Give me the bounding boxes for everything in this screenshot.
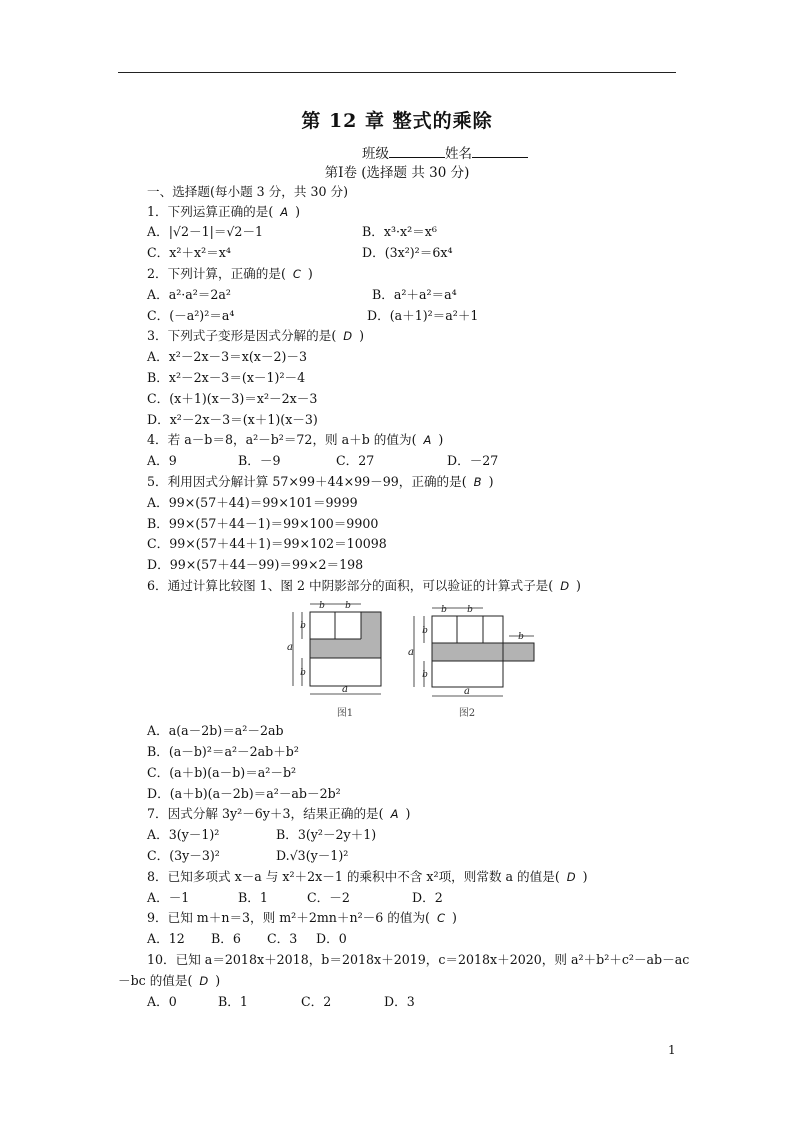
q6-stem: 6．通过计算比较图 1、图 2 中阴影部分的面积，可以验证的计算式子是( [147, 578, 554, 593]
q10-option-c: C．2 [301, 994, 332, 1009]
q9-close: ) [451, 910, 457, 925]
q10-option-b: B．1 [218, 994, 248, 1009]
q8-option-a: A．－1 [147, 890, 190, 905]
q6-option-b: B．(a－b)²＝a²－2ab＋b² [147, 744, 299, 759]
fig2-label-a-left: a [408, 647, 414, 658]
fig2-label-b-left1: b [422, 626, 428, 636]
q9-answer: C [436, 911, 445, 925]
q5-option-c: C．99×(57＋44＋1)＝99×102＝10098 [147, 536, 387, 551]
q8-answer: D [566, 870, 576, 884]
fig2-label-b-top2: b [467, 605, 473, 615]
q4-close: ) [438, 432, 444, 447]
fig1-label-b-top2: b [345, 601, 351, 611]
question-10: 10．已知 a＝2018x＋2018，b＝2018x＋2019，c＝2018x＋2020，则 a²＋b²＋c²－ab－ac [147, 952, 690, 967]
q3-stem: 3．下列式子变形是因式分解的是( [147, 328, 337, 343]
question-1 [147, 204, 300, 220]
q8-option-d: D．2 [412, 890, 443, 905]
fig1-caption: 图1 [336, 708, 354, 719]
q7-close: ) [405, 806, 411, 821]
q7-stem: 7．因式分解 3y²－6y＋3，结果正确的是( [147, 806, 384, 821]
q4-option-b: B．－9 [238, 453, 281, 468]
q4-option-d: D．－27 [447, 453, 499, 468]
q2-option-c: C．(－a²)²＝a⁴ [147, 308, 235, 323]
q3-option-d: D．x²－2x－3＝(x＋1)(x－3) [147, 412, 318, 427]
q6-answer: D [560, 579, 570, 593]
q1-option-a: A．|√2－1|＝√2－1 [147, 224, 264, 239]
q5-option-a: A．99×(57＋44)＝99×101＝9999 [147, 495, 358, 510]
q6-option-d: D．(a＋b)(a－2b)＝a²－ab－2b² [147, 786, 341, 801]
q10-option-d: D．3 [384, 994, 415, 1009]
q7-answer: A [390, 807, 399, 821]
q8-option-c: C．－2 [307, 890, 350, 905]
q4-answer: A [423, 433, 432, 447]
q10-option-a: A．0 [147, 994, 177, 1009]
question-10-cont [118, 973, 220, 989]
fig2-caption: 图2 [458, 708, 476, 719]
q4-option-a: A．9 [147, 453, 177, 468]
question-2 [147, 266, 313, 282]
q5-option-d: D．99×(57＋44－99)＝99×2＝198 [147, 557, 364, 572]
q7-option-b: B．3(y²－2y＋1) [276, 827, 377, 842]
fig2-label-b-right: b [518, 632, 524, 642]
q5-stem: 5．利用因式分解计算 57×99＋44×99－99，正确的是( [147, 474, 467, 489]
q9-option-b: B．6 [211, 931, 241, 946]
q2-option-d: D．(a＋1)²＝a²＋1 [367, 308, 479, 323]
question-3 [147, 328, 364, 344]
question-4 [147, 432, 443, 448]
q8-close: ) [582, 869, 588, 884]
q3-option-b: B．x²－2x－3＝(x－1)²－4 [147, 370, 306, 385]
q9-option-c: C．3 [267, 931, 298, 946]
q3-answer: D [343, 329, 353, 343]
volume-heading: 第Ⅰ卷 (选择题 共 30 分) [324, 165, 470, 181]
q9-stem: 9．已知 m＋n＝3，则 m²＋2mn＋n²－6 的值为( [147, 910, 430, 925]
q8-stem: 8．已知多项式 x－a 与 x²＋2x－1 的乘积中不含 x²项，则常数 a 的值是( [147, 869, 560, 884]
figure-2 [408, 605, 534, 719]
fig1-shaded-bar [310, 639, 381, 658]
q6-figures [280, 600, 545, 722]
fig2-shaded-bar [432, 643, 534, 661]
q1-close: ) [295, 204, 301, 219]
fig2-label-a-bottom: a [464, 686, 470, 697]
q5-option-b: B．99×(57＋44－1)＝99×100＝9900 [147, 516, 379, 531]
q7-option-d: D.√3(y－1)² [276, 848, 349, 863]
class-blank[interactable] [389, 145, 445, 158]
question-7 [147, 806, 410, 822]
q9-option-a: A．12 [147, 931, 185, 946]
q6-close: ) [576, 578, 581, 593]
q6-option-a: A．a(a－2b)＝a²－2ab [147, 723, 284, 738]
q7-option-a: A．3(y－1)² [147, 827, 220, 842]
q3-option-a: A．x²－2x－3＝x(x－2)－3 [147, 349, 307, 364]
name-label: 姓名 [445, 146, 472, 162]
fig2-label-b-top1: b [441, 605, 447, 615]
q1-option-c: C．x²＋x²＝x⁴ [147, 245, 231, 260]
q5-answer: B [473, 475, 482, 489]
q2-answer: C [292, 267, 301, 281]
fig1-label-a-left: a [287, 642, 293, 653]
q3-close: ) [359, 328, 365, 343]
q1-option-b: B．x³·x²＝x⁶ [362, 224, 437, 239]
q10-stem-cont: －bc 的值是( [118, 973, 193, 988]
q1-stem: 1．下列运算正确的是( [147, 204, 274, 219]
header-rule [118, 72, 676, 73]
fig2-label-b-left2: b [422, 670, 428, 680]
q9-option-d: D．0 [316, 931, 347, 946]
q1-option-d: D．(3x²)²＝6x⁴ [362, 245, 453, 260]
section-heading: 一、选择题(每小题 3 分，共 30 分) [147, 184, 349, 199]
q2-option-b: B．a²＋a²＝a⁴ [372, 287, 457, 302]
question-6 [147, 578, 581, 594]
fig1-shaded-corner [361, 612, 381, 639]
q7-option-c: C．(3y－3)² [147, 848, 220, 863]
q6-option-c: C．(a＋b)(a－b)＝a²－b² [147, 765, 297, 780]
page-number: 1 [668, 1043, 676, 1057]
fig1-label-b-left2: b [300, 668, 306, 678]
q4-stem: 4．若 a－b＝8，a²－b²＝72，则 a＋b 的值为( [147, 432, 417, 447]
figure-1 [287, 601, 381, 719]
q8-option-b: B．1 [238, 890, 268, 905]
fig1-label-b-top1: b [319, 601, 325, 611]
class-name-line [362, 142, 528, 162]
q3-option-c: C．(x＋1)(x－3)＝x²－2x－3 [147, 391, 318, 406]
q2-close: ) [307, 266, 313, 281]
q1-answer: A [280, 205, 289, 219]
question-9 [147, 910, 457, 926]
fig1-label-b-left1: b [300, 621, 306, 631]
q10-close: ) [215, 973, 221, 988]
question-5 [147, 474, 493, 490]
fig1-label-a-bottom: a [342, 684, 348, 695]
class-label: 班级 [362, 146, 389, 162]
q2-option-a: A．a²·a²＝2a² [147, 287, 231, 302]
q5-close: ) [488, 474, 494, 489]
q10-answer: D [199, 974, 209, 988]
area-figures-svg [280, 600, 545, 722]
q4-option-c: C．27 [336, 453, 375, 468]
q2-stem: 2．下列计算，正确的是( [147, 266, 286, 281]
question-8 [147, 869, 588, 885]
page-title: 第 12 章 整式的乘除 [301, 110, 493, 132]
name-blank[interactable] [472, 145, 528, 158]
